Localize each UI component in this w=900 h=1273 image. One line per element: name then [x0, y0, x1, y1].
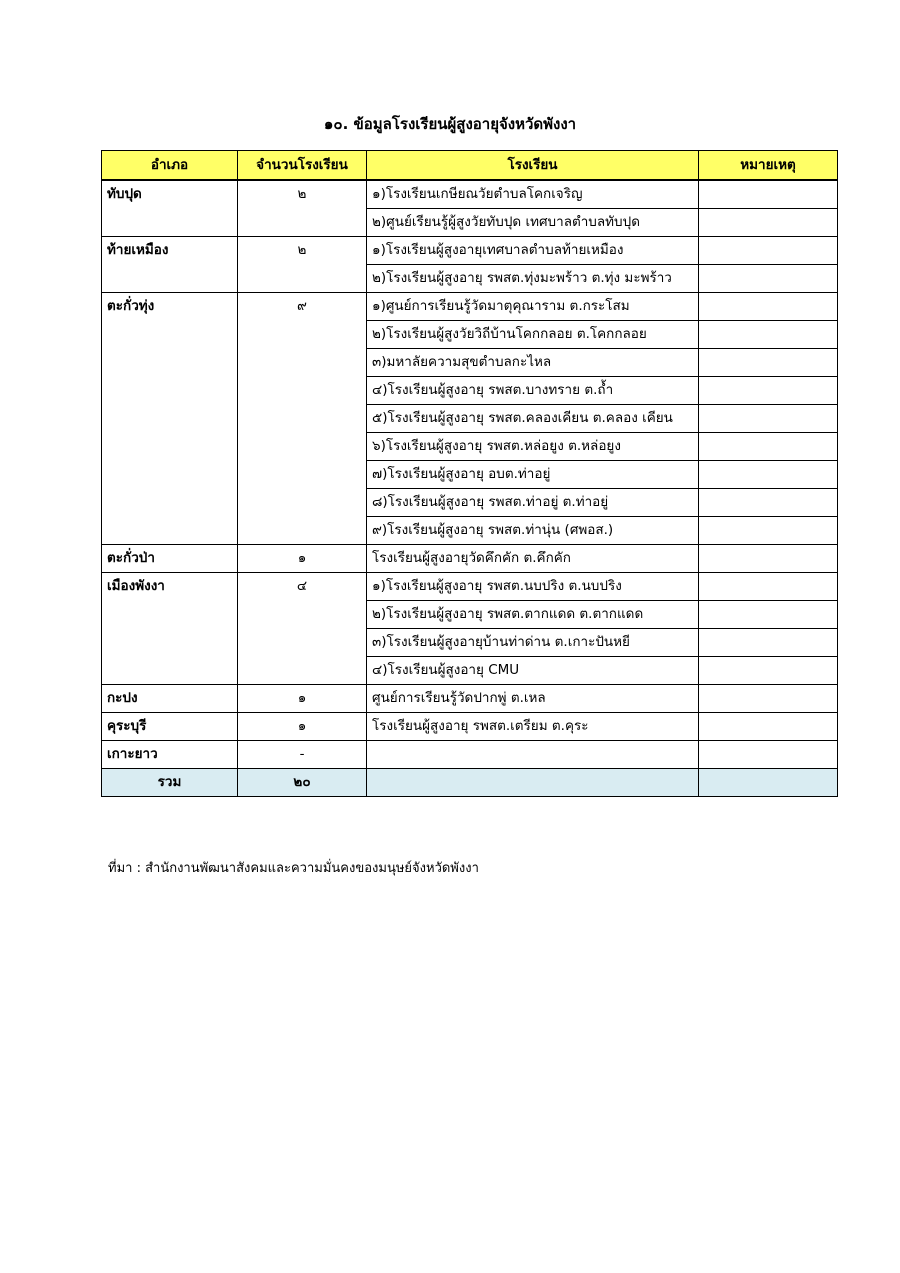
school-name-cell [367, 741, 699, 769]
school-name-cell: ๓)โรงเรียนผู้สูงอายุบ้านท่าด่าน ต.เกาะปันหยี [367, 629, 699, 657]
district-cell: เกาะยาว [102, 741, 238, 769]
header-district: อำเภอ [102, 151, 238, 181]
remark-cell [699, 573, 838, 601]
school-count-cell: ๔ [238, 573, 367, 685]
school-count-cell: ๑ [238, 545, 367, 573]
remark-cell [699, 377, 838, 405]
table-row [102, 237, 838, 265]
school-name-cell: โรงเรียนผู้สูงอายุ รพสต.เตรียม ต.คุระ [367, 713, 699, 741]
remark-cell [699, 545, 838, 573]
remark-cell [699, 657, 838, 685]
table-header-row [102, 151, 838, 181]
table-row [102, 293, 838, 321]
header-count: จำนวนโรงเรียน [238, 151, 367, 181]
remark-cell [699, 741, 838, 769]
remark-cell [699, 489, 838, 517]
total-empty-remark [699, 769, 838, 797]
table-row [102, 180, 838, 209]
district-cell: ตะกั่วป่า [102, 545, 238, 573]
header-remark: หมายเหตุ [699, 151, 838, 181]
school-name-cell: ๗)โรงเรียนผู้สูงอายุ อบต.ท่าอยู่ [367, 461, 699, 489]
header-school: โรงเรียน [367, 151, 699, 181]
remark-cell [699, 293, 838, 321]
remark-cell [699, 321, 838, 349]
school-name-cell: ๓)มหาลัยความสุขตำบลกะไหล [367, 349, 699, 377]
remark-cell [699, 180, 838, 209]
district-cell: ทับปุด [102, 180, 238, 237]
school-count-cell: ๑ [238, 685, 367, 713]
school-name-cell: ๒)ศูนย์เรียนรู้ผู้สูงวัยทับปุด เทศบาลตำบลทับปุด [367, 209, 699, 237]
remark-cell [699, 461, 838, 489]
school-count-cell: - [238, 741, 367, 769]
district-cell: คุระบุรี [102, 713, 238, 741]
school-name-cell: ๒)โรงเรียนผู้สูงอายุ รพสต.ตากแดด ต.ตากแดด [367, 601, 699, 629]
elderly-school-table [101, 150, 838, 797]
remark-cell [699, 349, 838, 377]
school-name-cell: ๑)โรงเรียนเกษียณวัยตำบลโคกเจริญ [367, 180, 699, 209]
school-count-cell: ๒ [238, 180, 367, 237]
school-name-cell: ๒)โรงเรียนผู้สูงวัยวิถีบ้านโคกกลอย ต.โคกกลอย [367, 321, 699, 349]
table-row [102, 713, 838, 741]
school-name-cell: โรงเรียนผู้สูงอายุวัดคึกคัก ต.คึกคัก [367, 545, 699, 573]
remark-cell [699, 209, 838, 237]
table-body [102, 180, 838, 769]
school-name-cell: ๖)โรงเรียนผู้สูงอายุ รพสต.หล่อยูง ต.หล่อยูง [367, 433, 699, 461]
total-empty-school [367, 769, 699, 797]
school-name-cell: ๒)โรงเรียนผู้สูงอายุ รพสต.ทุ่งมะพร้าว ต.ทุ่ง มะพร้าว [367, 265, 699, 293]
district-cell: กะปง [102, 685, 238, 713]
district-cell: ท้ายเหมือง [102, 237, 238, 293]
page-title: ๑๐. ข้อมูลโรงเรียนผู้สูงอายุจังหวัดพังงา [323, 115, 577, 133]
school-name-cell: ๘)โรงเรียนผู้สูงอายุ รพสต.ท่าอยู่ ต.ท่าอยู่ [367, 489, 699, 517]
table-row [102, 685, 838, 713]
remark-cell [699, 685, 838, 713]
district-cell: ตะกั่วทุ่ง [102, 293, 238, 545]
table-row [102, 741, 838, 769]
remark-cell [699, 629, 838, 657]
total-row [102, 769, 838, 797]
school-name-cell: ๔)โรงเรียนผู้สูงอายุ CMU [367, 657, 699, 685]
total-label: รวม [102, 769, 238, 797]
total-value: ๒๐ [238, 769, 367, 797]
remark-cell [699, 433, 838, 461]
school-name-cell: ๕)โรงเรียนผู้สูงอายุ รพสต.คลองเคียน ต.คลอง เคียน [367, 405, 699, 433]
table-row [102, 545, 838, 573]
school-count-cell: ๑ [238, 713, 367, 741]
school-count-cell: ๙ [238, 293, 367, 545]
school-name-cell: ๑)ศูนย์การเรียนรู้วัดมาตุคุณาราม ต.กระโสม [367, 293, 699, 321]
school-count-cell: ๒ [238, 237, 367, 293]
remark-cell [699, 601, 838, 629]
school-name-cell: ๑)โรงเรียนผู้สูงอายุ รพสต.นบปริง ต.นบปริง [367, 573, 699, 601]
remark-cell [699, 265, 838, 293]
remark-cell [699, 517, 838, 545]
remark-cell [699, 405, 838, 433]
school-name-cell: ๔)โรงเรียนผู้สูงอายุ รพสต.บางทราย ต.ถ้ำ [367, 377, 699, 405]
school-name-cell: ๑)โรงเรียนผู้สูงอายุเทศบาลตำบลท้ายเหมือง [367, 237, 699, 265]
school-name-cell: ๙)โรงเรียนผู้สูงอายุ รพสต.ท่านุ่น (ศพอส.) [367, 517, 699, 545]
district-cell: เมืองพังงา [102, 573, 238, 685]
remark-cell [699, 237, 838, 265]
table-row [102, 573, 838, 601]
source-note: ที่มา : สำนักงานพัฒนาสังคมและความมั่นคงของมนุษย์จังหวัดพังงา [108, 861, 479, 876]
school-name-cell: ศูนย์การเรียนรู้วัดปากพู่ ต.เหล [367, 685, 699, 713]
remark-cell [699, 713, 838, 741]
